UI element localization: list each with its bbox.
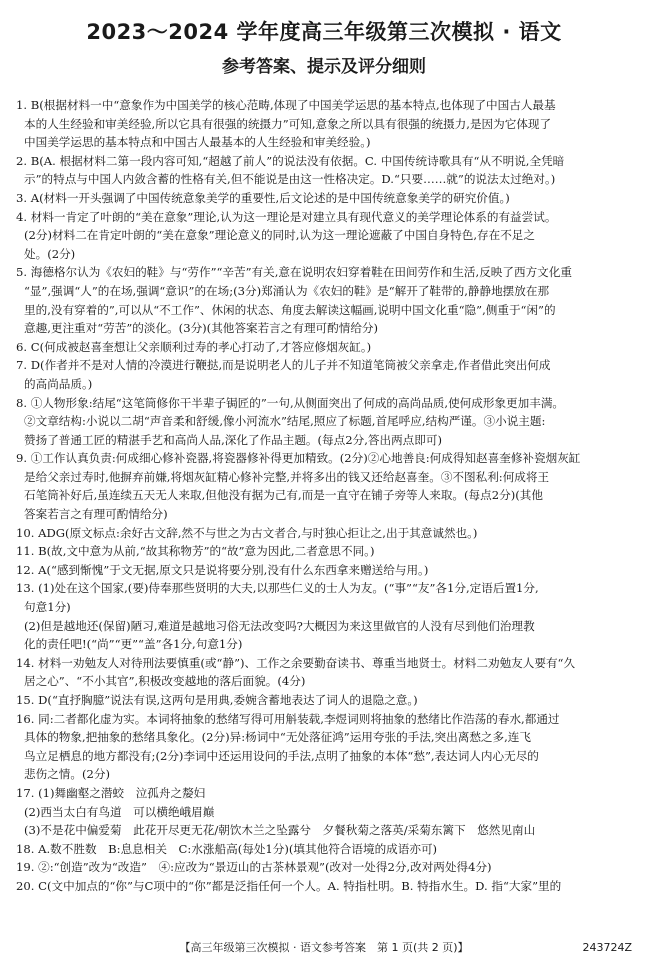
answer-line: 15. D(“直抒胸臆”说法有误,这两句是用典,委婉含蓄地表达了词人的退隐之意。) [16,693,418,707]
answer-line: 的高尚品质。) [24,376,93,391]
answer-line: 12. A(“感到惭愧”于文无据,原文只是说将要分别,没有什么东西拿来赠送给与用。) [16,562,429,577]
answer-line: 19. ②:“创造”改为“改造” ④:应改为“景迈山的古茶林景观”(改对一处得2分,改对两处得4分) [16,860,492,875]
footer-page-info: 【高三年级第三次模拟 · 语文参考答案 第 1 页(共 2 页)】 [179,941,469,954]
answer-line: (3)不是花中偏爱菊 此花开尽更无花/朝饮木兰之坠露兮 夕餐秋菊之落英/采菊东篱下 悠然见南山 [24,823,536,838]
answer-line: 化的责任吧!(“尚”“更”“盖”各1分,句意1分) [24,637,243,652]
answer-content [16,96,636,896]
answer-line: 中国美学运思的基本特点和中国古人最基本的人生经验和审美经验。) [24,135,371,150]
answer-line: 是给父亲过寿时,他摒弃前嫌,将烟灰缸精心修补完整,并将多出的钱又还给赵喜奎。③不图私利:何成将王 [24,469,550,484]
footer-code: 243724Z [582,941,632,954]
answer-line: 16. 同:二者都化虚为实。本词将抽象的愁绪写得可用斛装载,李煜词则将抽象的愁绪比作浩荡的春水,都通过 [16,711,560,726]
answer-line: 18. A.数不胜数 B:息息相关 C:水涨船高(每处1分)(填其他符合语境的成语亦可) [16,841,438,856]
answer-line: 意趣,更注重对“劳苦”的淡化。(3分)(其他答案若言之有理可酌情给分) [24,321,379,336]
answer-line: 4. 材料一肯定了叶朗的“美在意象”理论,认为这一理论是对建立具有现代意义的美学理论体系的有益尝试。 [16,209,557,224]
answer-line: 示”的特点与中国人内敛含蓄的性格有关,但不能说是由这一性格决定。D.“只要……就”的说法太过绝对。) [24,172,556,187]
answer-line: 1. B(根据材料一中“意象作为中国美学的核心范畴,体现了中国美学运思的基本特点,也体现了中国古人最基 [16,98,556,112]
answer-line: 鸟立足栖息的地方都没有;(2分)李词中还运用设问的手法,点明了抽象的本体“愁”,表达词人内心无尽的 [24,748,539,763]
answer-line: 17. (1)舞幽壑之潜蛟 泣孤舟之嫠妇 [16,785,206,800]
answer-line: 处。(2分) [24,246,76,261]
page-footer [0,939,648,957]
answer-line: 13. (1)处在这个国家,(要)侍奉那些贤明的大夫,以那些仁义的士人为友。(“事”“友”各1分,定语后置1分, [16,581,539,596]
answer-line: (2)西当太白有鸟道 可以横绝峨眉巅 [24,804,215,819]
answer-line: 20. C(文中加点的“你”与C项中的“你”都是泛指任何一个人。A. 特指杜明。B. 特指水生。D. 指“大家”里的 [16,878,562,893]
page-subtitle: 参考答案、提示及评分细则 [222,57,426,77]
answer-line: 里的,没有穿着的”,可以从“不工作”、休闲的状态、角度去解读这幅画,说明中国文化重“隐”,侧重于“闲”的 [24,302,556,317]
answer-line: 本的人生经验和审美经验,所以它具有很强的统摄力”可知,意象之所以具有很强的统摄力,是因为它体现了 [24,116,552,131]
answer-line: 2. B(A. 根据材料二第一段内容可知,“超越了前人”的说法没有依据。C. 中国传统诗歌具有“从不明说,全凭暗 [16,153,565,168]
answer-line: 居之心”、“不小其官”,积极改变越地的落后面貌。(4分) [24,674,306,689]
answer-line: 11. B(故,文中意为从前,“故其称物芳”的“故”意为因此,二者意思不同。) [16,544,375,559]
page-title: 2023～2024 学年度高三年级第三次模拟 · 语文 [86,20,562,44]
answer-line: 石笔筒补好后,虽连续五天无人来取,但他没有据为己有,而是一直守在铺子旁等人来取。(每点2分)(其他 [24,488,543,503]
answer-line: (2)但是越地还(保留)陋习,难道是越地习俗无法改变吗?大概因为来这里做官的人没有尽到他们治理教 [24,618,535,633]
answer-line: ②文章结构:小说以二胡“声音柔和舒缓,像小河流水”结尾,照应了标题,首尾呼应,结构严谨。③小说主题: [24,414,546,429]
answer-line: 5. 海德格尔认为《农妇的鞋》与“劳作”“辛苦”有关,意在说明农妇穿着鞋在田间劳作和生活,反映了西方文化重 [16,265,572,280]
answer-line: 7. D(作者并不是对人情的冷漠进行鞭挞,而是说明老人的儿子并不知道笔筒被父亲拿走,作者借此突出何成 [16,358,551,373]
answer-line: (2分)材料二在肯定叶朗的“美在意象”理论意义的同时,认为这一理论遮蔽了中国自身特色,存在不足之 [24,228,535,243]
answer-line: 悲伤之情。(2分) [24,767,110,782]
answer-line: 9. ①工作认真负责:何成细心修补瓷器,将瓷器修补得更加精致。(2分)②心地善良:何成得知赵喜奎修补瓷烟灰缸 [16,451,581,466]
answer-line: 答案若言之有理可酌情给分) [24,507,168,522]
answer-line: 3. A(材料一开头强调了中国传统意象美学的重要性,后文论述的是中国传统意象美学的研究价值。) [16,190,510,205]
answer-line: 10. ADG(原文标点:余好古文辞,然不与世之为古文者合,与时独心拒让之,出于其意诚然也。) [16,525,478,540]
answer-line: “显”,强调“人”的在场,强调“意识”的在场;(3分)郑涌认为《农妇的鞋》是“解开了鞋带的,静静地摆放在那 [24,283,550,298]
answer-line: 具体的物象,把抽象的愁绪具象化。(2分)异:杨词中“无处落征鸿”运用夸张的手法,突出离愁之多,连飞 [24,730,531,745]
answer-line: 8. ①人物形象:结尾“这笔筒修你干半辈子锔匠的”一句,从侧面突出了何成的高尚品质,使何成形象更加丰满。 [16,395,565,410]
answer-line: 14. 材料一劝勉友人对待刑法要慎重(或“静”)、工作之余要勤奋读书、尊重当地贤士。材料二劝勉友人要有“久 [16,655,576,670]
answer-line: 赞扬了普通工匠的精湛手艺和高尚人品,深化了作品主题。(每点2分,答出两点即可) [24,432,442,447]
answer-line: 句意1分) [24,600,71,615]
answer-line: 6. C(何成被赵喜奎想让父亲顺利过寿的孝心打动了,才答应修烟灰缸。) [16,339,372,354]
